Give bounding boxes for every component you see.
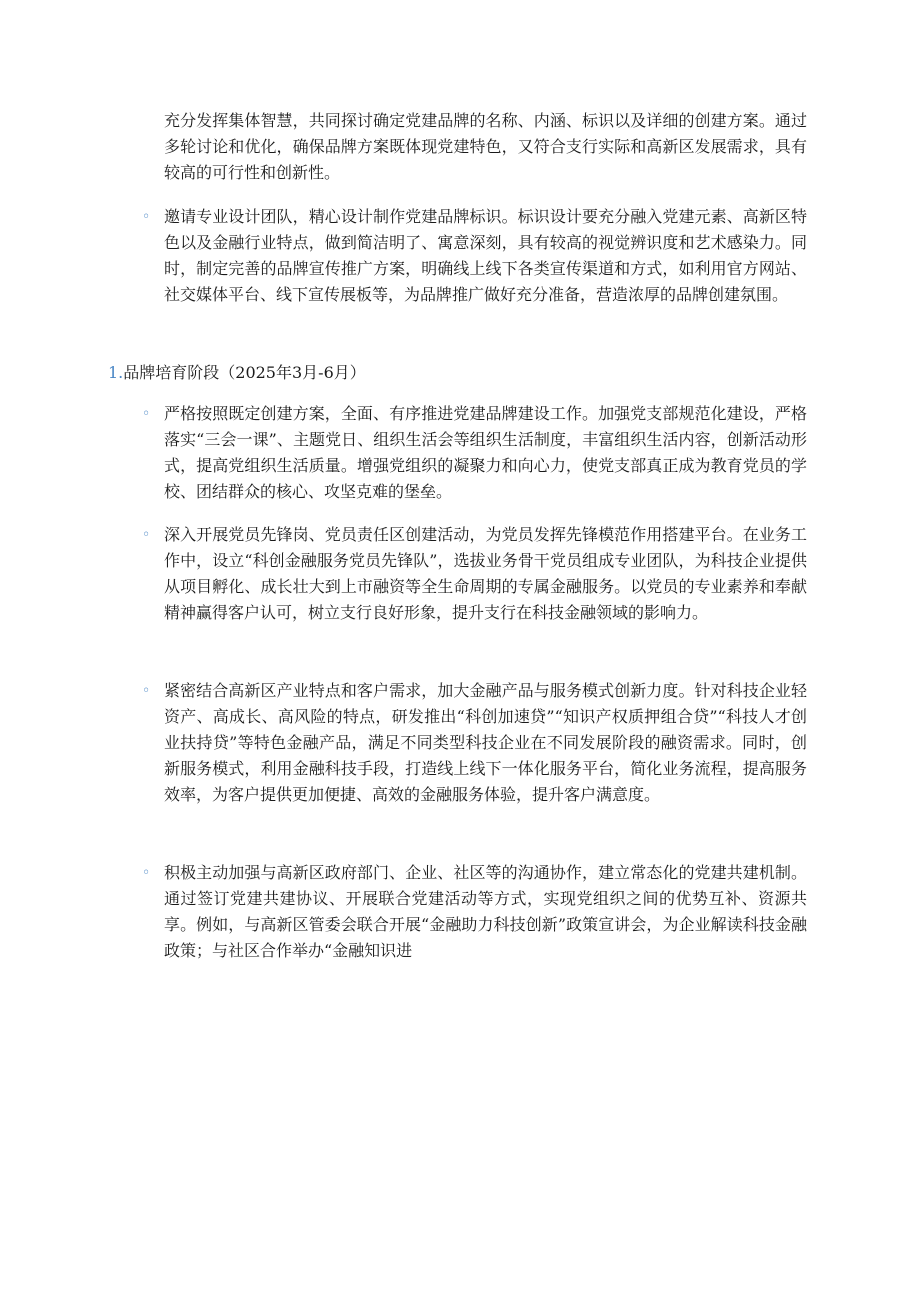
list-item: 严格按照既定创建方案，全面、有序推进党建品牌建设工作。加强党支部规范化建设，严格落实“三会一课”、主题党日、组织生活会等组织生活制度，丰富组织生活内容，创新活动形式，提高党组织生活质量。增强党组织的凝聚力和向心力，使党支部真正成为教育党员的学校、团结群众的核心、攻坚克难的堡垒。 <box>164 404 807 501</box>
bullet-marker: ◦ <box>142 406 151 422</box>
bullet-marker: ◦ <box>142 865 151 881</box>
paragraph-intro-continuation: 充分发挥集体智慧，共同探讨确定党建品牌的名称、内涵、标识以及详细的创建方案。通过多轮讨论和优化，确保品牌方案既体现党建特色，又符合支行实际和高新区发展需求，具有较高的可行性和创新性。 <box>164 111 807 182</box>
list-item-prep-2: 邀请专业设计团队，精心设计制作党建品牌标识。标识设计要充分融入党建元素、高新区特色以及金融行业特点，做到简洁明了、寓意深刻，具有较高的视觉辨识度和艺术感染力。同时，制定完善的品牌宣传推广方案，明确线上线下各类宣传渠道和方式，如利用官方网站、社交媒体平台、线下宣传展板等，为品牌推广做好充分准备，营造浓厚的品牌创建氛围。 <box>164 207 807 304</box>
list-item: 积极主动加强与高新区政府部门、企业、社区等的沟通协作，建立常态化的党建共建机制。通过签订党建共建协议、开展联合党建活动等方式，实现党组织之间的优势互补、资源共享。例如，与高新区管委会联合开展“金融助力科技创新”政策宣讲会，为企业解读科技金融政策；与社区合作举办“金融知识进 <box>164 863 807 960</box>
section-number: 1. <box>108 363 124 382</box>
list-item: 深入开展党员先锋岗、党员责任区创建活动，为党员发挥先锋模范作用搭建平台。在业务工作中，设立“科创金融服务党员先锋队”，选拔业务骨干党员组成专业团队，为科技企业提供从项目孵化、成长壮大到上市融资等全生命周期的专属金融服务。以党员的专业素养和奉献精神赢得客户认可，树立支行良好形象，提升支行在科技金融领域的影响力。 <box>164 525 807 622</box>
bullet-marker: ◦ <box>142 527 151 543</box>
list-item: 紧密结合高新区产业特点和客户需求，加大金融产品与服务模式创新力度。针对科技企业轻资产、高成长、高风险的特点，研发推出“科创加速贷”“知识产权质押组合贷”“科技人才创业扶持贷”等特色金融产品，满足不同类型科技企业在不同发展阶段的融资需求。同时，创新服务模式，利用金融科技手段，打造线上线下一体化服务平台，简化业务流程，提高服务效率，为客户提供更加便捷、高效的金融服务体验，提升客户满意度。 <box>164 681 807 804</box>
bullet-marker: ◦ <box>142 209 151 225</box>
bullet-marker: ◦ <box>142 683 151 699</box>
section-heading <box>108 360 366 386</box>
section-title: 品牌培育阶段（2025年3月-6月） <box>123 363 366 382</box>
